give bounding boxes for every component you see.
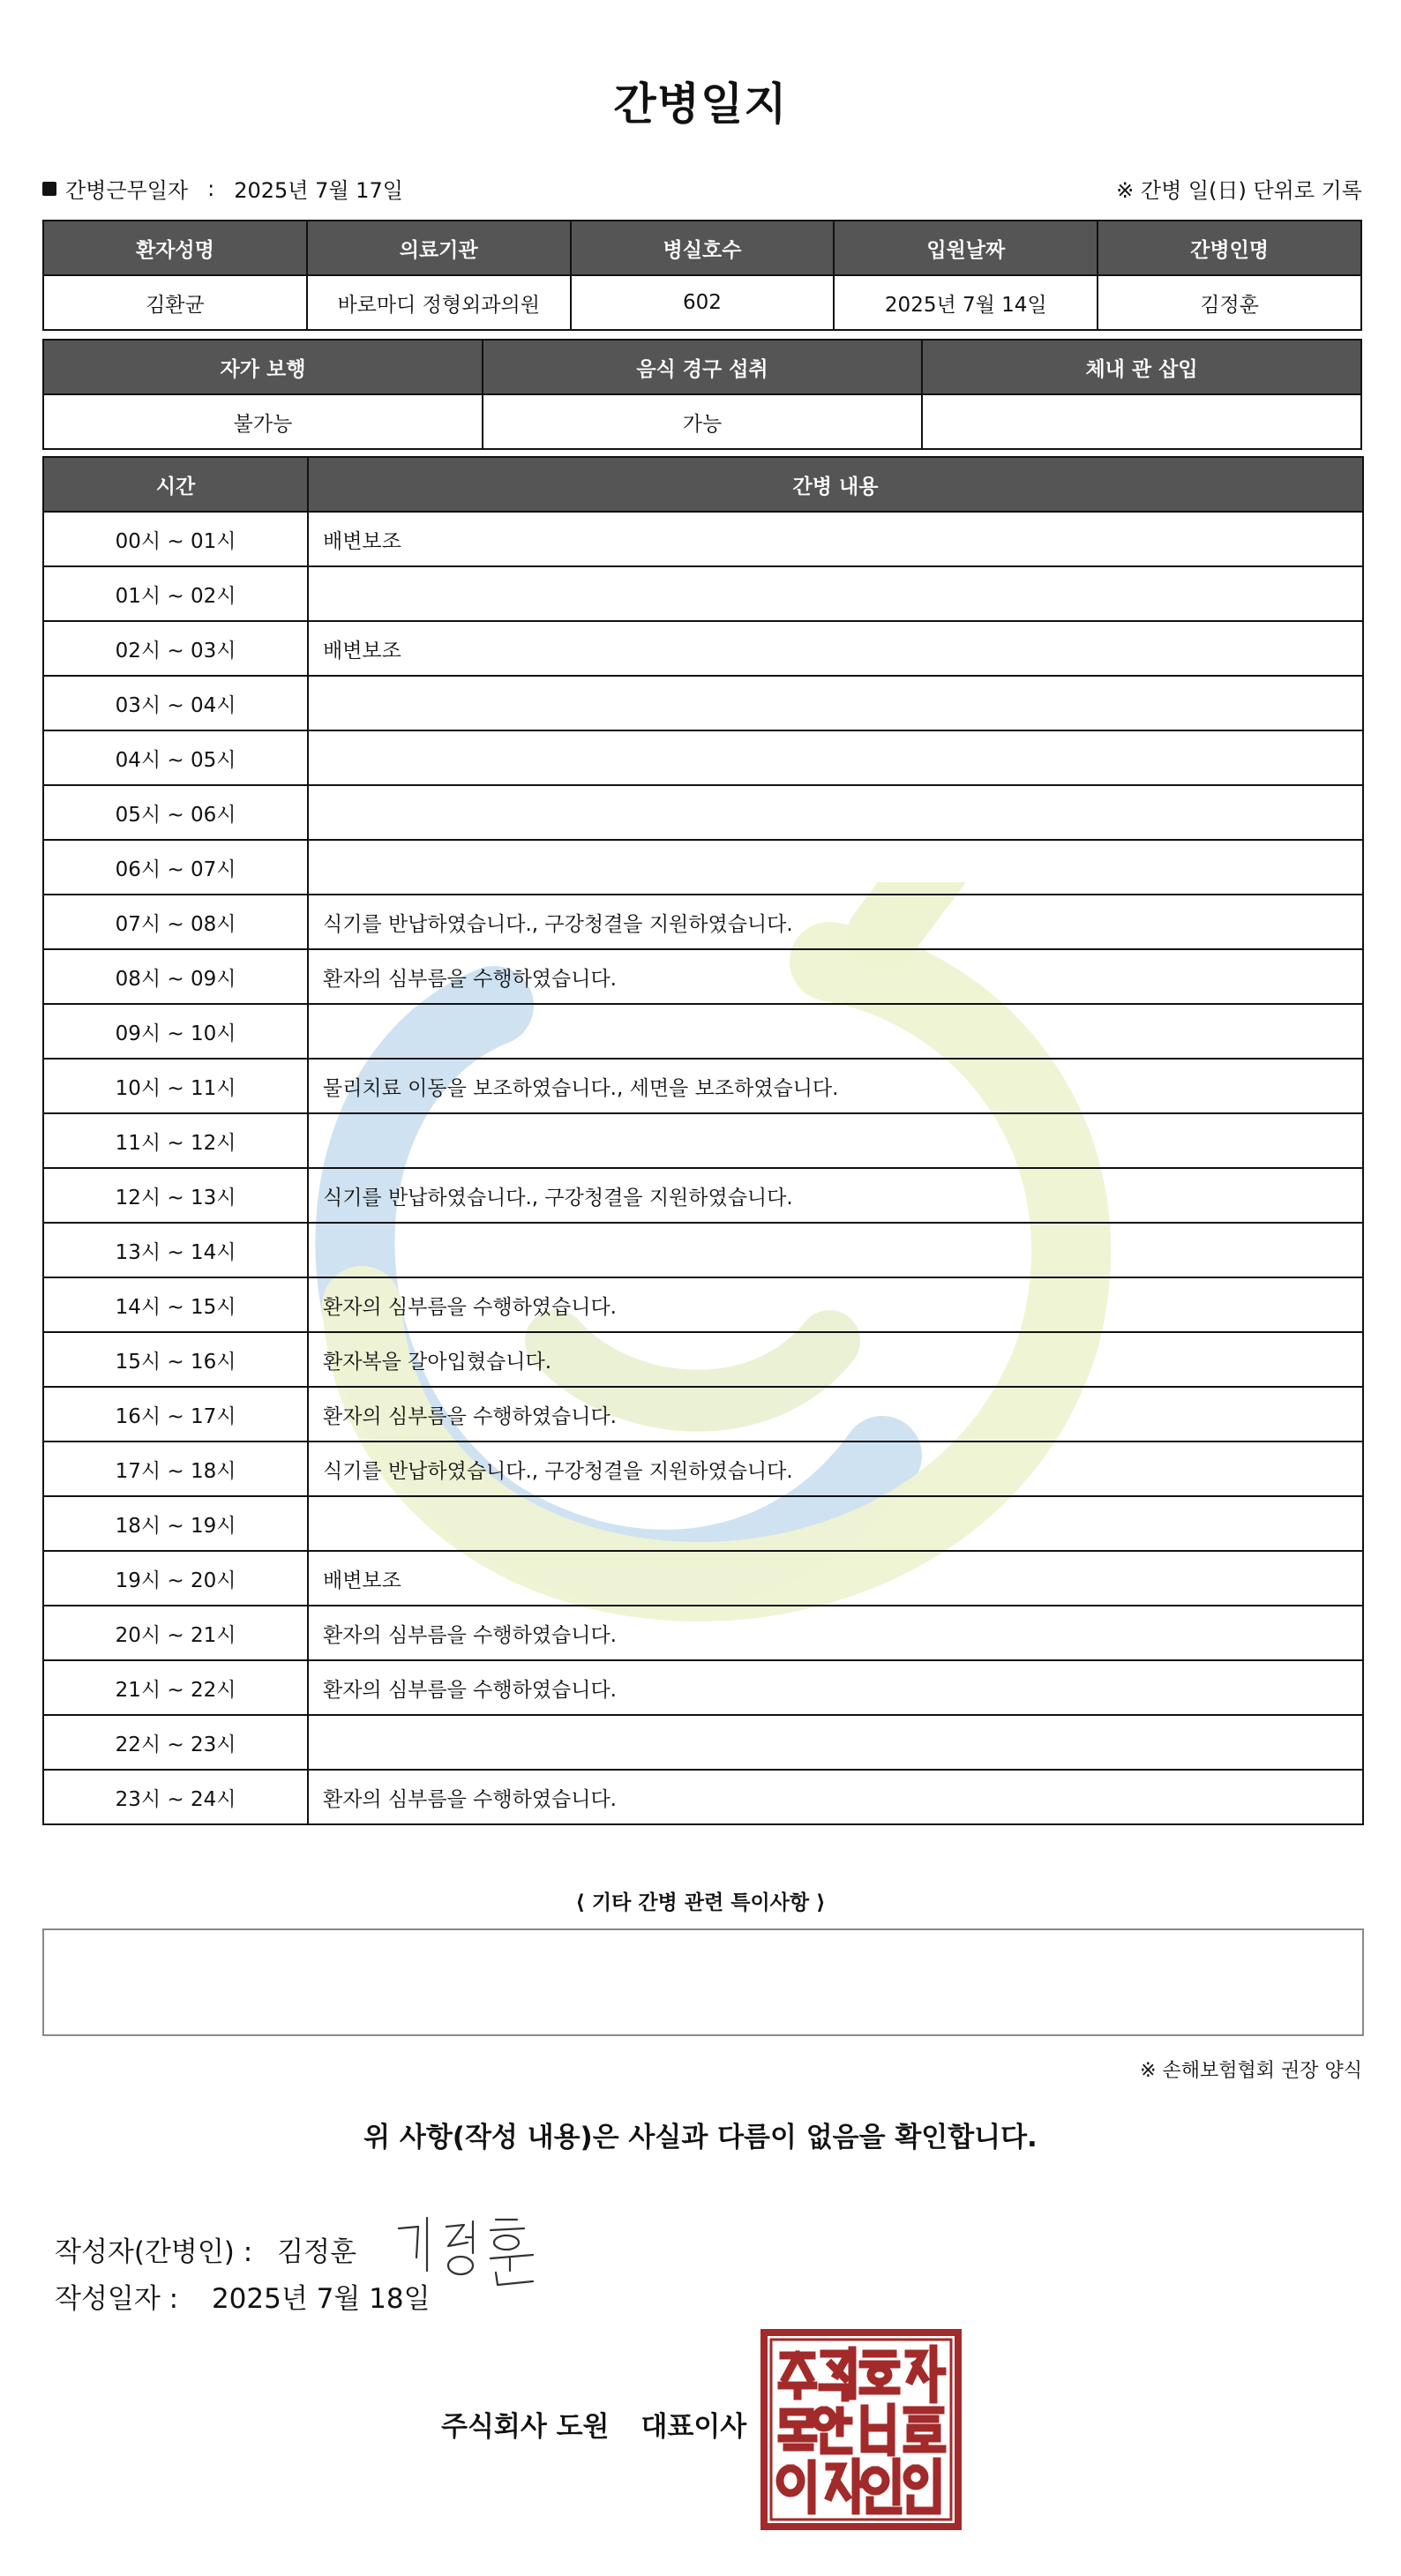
written-date-label: 작성일자 : xyxy=(55,2283,179,2315)
log-content xyxy=(308,785,1363,840)
work-date-row xyxy=(42,173,1362,208)
room-number: 602 xyxy=(571,275,835,330)
log-row xyxy=(43,566,1363,621)
writer-label: 작성자(간병인) : xyxy=(55,2235,253,2268)
log-time: 04시 ~ 05시 xyxy=(43,730,308,785)
admission-date: 2025년 7월 14일 xyxy=(834,275,1098,330)
header-oral-intake: 음식 경구 섭취 xyxy=(483,340,922,394)
log-content: 환자의 심부름을 수행하였습니다. xyxy=(308,1660,1363,1715)
log-content: 환자복을 갈아입혔습니다. xyxy=(308,1332,1363,1387)
header-tube-insertion: 체내 관 삽입 xyxy=(922,340,1361,394)
header-admission-date: 입원날짜 xyxy=(834,221,1098,275)
header-patient-name: 환자성명 xyxy=(43,221,307,275)
log-time: 08시 ~ 09시 xyxy=(43,949,308,1004)
log-time: 22시 ~ 23시 xyxy=(43,1715,308,1770)
log-content xyxy=(308,840,1363,895)
log-row xyxy=(43,621,1363,676)
log-content: 물리치료 이동을 보조하였습니다., 세면을 보조하였습니다. xyxy=(308,1059,1363,1113)
log-row xyxy=(43,1660,1363,1715)
log-time: 20시 ~ 21시 xyxy=(43,1606,308,1660)
log-time: 18시 ~ 19시 xyxy=(43,1496,308,1551)
log-row xyxy=(43,1551,1363,1606)
log-time: 06시 ~ 07시 xyxy=(43,840,308,895)
log-time: 10시 ~ 11시 xyxy=(43,1059,308,1113)
patient-info-table xyxy=(42,220,1362,331)
log-content: 환자의 심부름을 수행하였습니다. xyxy=(308,1277,1363,1332)
log-row xyxy=(43,840,1363,895)
log-time: 01시 ~ 02시 xyxy=(43,566,308,621)
log-row xyxy=(43,1606,1363,1660)
log-content: 환자의 심부름을 수행하였습니다. xyxy=(308,1606,1363,1660)
written-date-value: 2025년 7월 18일 xyxy=(211,2283,431,2315)
notes-box xyxy=(42,1928,1364,2036)
log-time: 23시 ~ 24시 xyxy=(43,1770,308,1824)
log-row xyxy=(43,1004,1363,1059)
log-content: 식기를 반납하였습니다., 구강청결을 지원하였습니다. xyxy=(308,1168,1363,1223)
header-care-content: 간병 내용 xyxy=(308,457,1363,512)
log-time: 02시 ~ 03시 xyxy=(43,621,308,676)
log-row xyxy=(43,1715,1363,1770)
log-time: 00시 ~ 01시 xyxy=(43,512,308,566)
log-content: 환자의 심부름을 수행하였습니다. xyxy=(308,1387,1363,1442)
log-content xyxy=(308,1004,1363,1059)
confirmation-statement: 위 사항(작성 내용)은 사실과 다름이 없음을 확인합니다. xyxy=(363,2122,1038,2153)
log-rows xyxy=(43,512,1363,1824)
log-content: 배변보조 xyxy=(308,621,1363,676)
notes-title: ⟨ 기타 간병 관련 특이사항 ⟩ xyxy=(575,1891,826,1914)
log-content: 식기를 반납하였습니다., 구강청결을 지원하였습니다. xyxy=(308,1442,1363,1496)
log-row xyxy=(43,1113,1363,1168)
log-content: 배변보조 xyxy=(308,512,1363,566)
company-seal-stamp xyxy=(760,2329,962,2530)
unit-note: ※ 간병 일(日) 단위로 기록 xyxy=(1116,178,1362,203)
log-time: 05시 ~ 06시 xyxy=(43,785,308,840)
log-time: 09시 ~ 10시 xyxy=(43,1004,308,1059)
log-time: 21시 ~ 22시 xyxy=(43,1660,308,1715)
hospital-name: 바로마디 정형외과의원 xyxy=(307,275,571,330)
log-time: 15시 ~ 16시 xyxy=(43,1332,308,1387)
log-row xyxy=(43,1770,1363,1824)
log-time: 07시 ~ 08시 xyxy=(43,895,308,949)
log-content xyxy=(308,730,1363,785)
patient-status-table xyxy=(42,339,1362,450)
square-bullet-icon xyxy=(42,182,56,196)
log-time: 03시 ~ 04시 xyxy=(43,676,308,730)
header-hospital: 의료기관 xyxy=(307,221,571,275)
tube-insertion-value xyxy=(922,394,1361,449)
log-row xyxy=(43,512,1363,566)
work-date-value: 2025년 7월 17일 xyxy=(234,178,403,203)
log-content xyxy=(308,676,1363,730)
caregiver-name: 김정훈 xyxy=(1098,275,1361,330)
log-row xyxy=(43,1442,1363,1496)
log-time: 16시 ~ 17시 xyxy=(43,1387,308,1442)
log-content: 배변보조 xyxy=(308,1551,1363,1606)
log-time: 11시 ~ 12시 xyxy=(43,1113,308,1168)
log-row xyxy=(43,1168,1363,1223)
log-row xyxy=(43,676,1363,730)
log-content xyxy=(308,1223,1363,1277)
document-title: 간병일지 xyxy=(613,79,788,130)
log-row xyxy=(43,785,1363,840)
header-room: 병실호수 xyxy=(571,221,835,275)
written-date-row xyxy=(55,2276,431,2316)
log-time: 13시 ~ 14시 xyxy=(43,1223,308,1277)
log-row xyxy=(43,895,1363,949)
log-row xyxy=(43,1059,1363,1113)
work-date-label: 간병근무일자 xyxy=(65,178,189,203)
hourly-care-log-table xyxy=(42,456,1364,1825)
log-row xyxy=(43,1387,1363,1442)
log-row xyxy=(43,1223,1363,1277)
patient-name: 김환균 xyxy=(43,275,307,330)
log-content xyxy=(308,1113,1363,1168)
writer-name: 김정훈 xyxy=(277,2235,357,2268)
log-row xyxy=(43,949,1363,1004)
log-content: 식기를 반납하였습니다., 구강청결을 지원하였습니다. xyxy=(308,895,1363,949)
form-footnote: ※ 손해보험협회 권장 양식 xyxy=(1140,2060,1362,2082)
log-time: 12시 ~ 13시 xyxy=(43,1168,308,1223)
log-row xyxy=(43,1277,1363,1332)
log-time: 17시 ~ 18시 xyxy=(43,1442,308,1496)
header-self-walking: 자가 보행 xyxy=(43,340,483,394)
log-content: 환자의 심부름을 수행하였습니다. xyxy=(308,1770,1363,1824)
header-caregiver-name: 간병인명 xyxy=(1098,221,1361,275)
company-signature-line xyxy=(441,2404,746,2444)
company-name: 주식회사 도원 xyxy=(441,2411,610,2443)
log-content: 환자의 심부름을 수행하였습니다. xyxy=(308,949,1363,1004)
log-time: 19시 ~ 20시 xyxy=(43,1551,308,1606)
log-row xyxy=(43,1332,1363,1387)
oral-intake-value: 가능 xyxy=(483,394,922,449)
header-time: 시간 xyxy=(43,457,308,512)
log-content xyxy=(308,566,1363,621)
log-row xyxy=(43,730,1363,785)
self-walking-value: 불가능 xyxy=(43,394,483,449)
work-date-separator: : xyxy=(207,176,215,201)
log-row xyxy=(43,1496,1363,1551)
log-time: 14시 ~ 15시 xyxy=(43,1277,308,1332)
log-content xyxy=(308,1715,1363,1770)
company-title: 대표이사 xyxy=(641,2411,747,2443)
log-content xyxy=(308,1496,1363,1551)
